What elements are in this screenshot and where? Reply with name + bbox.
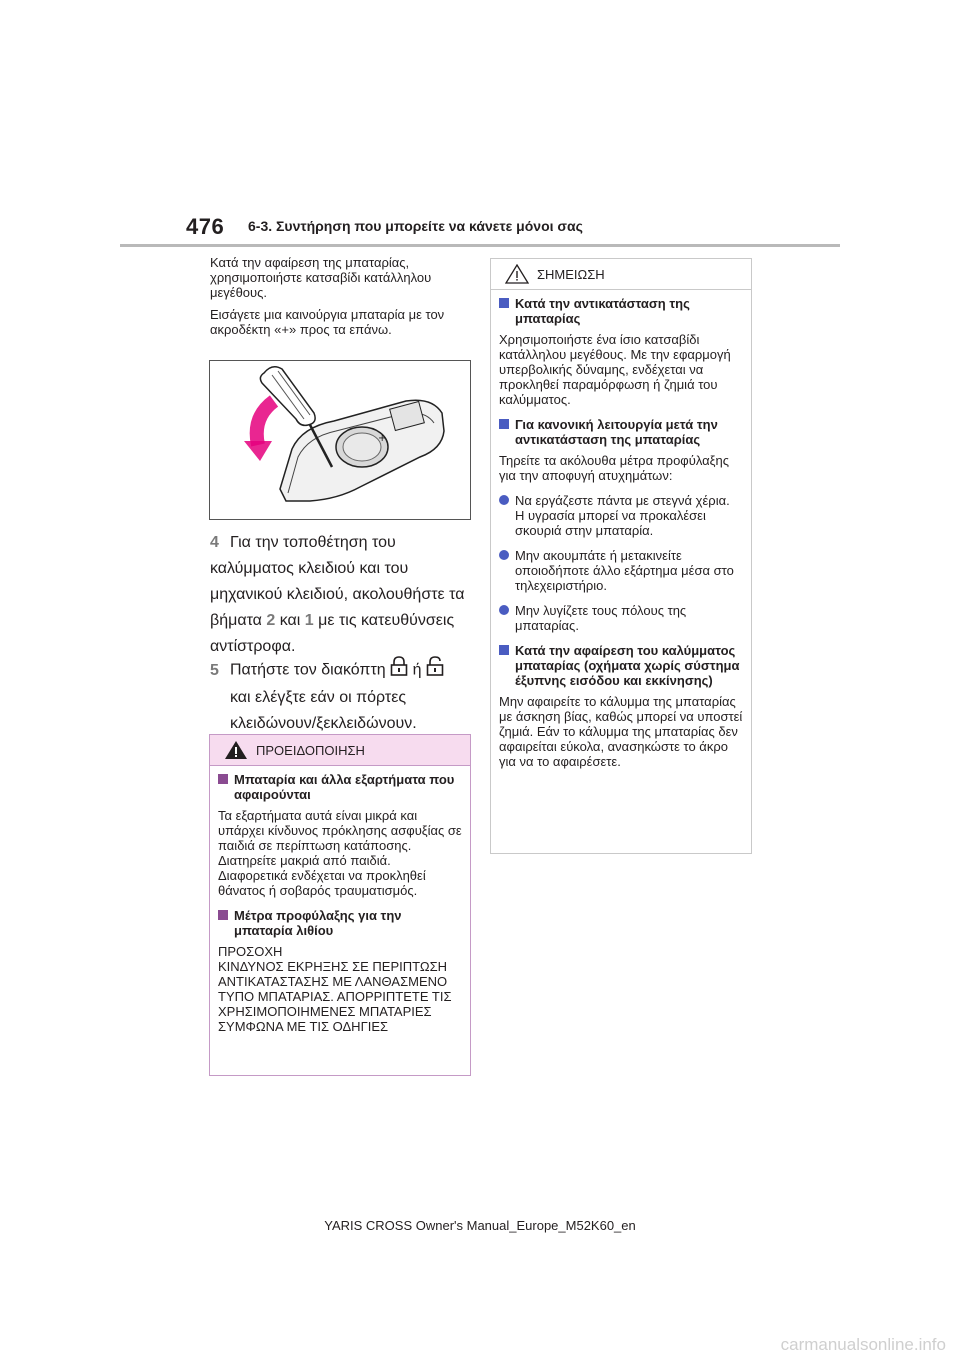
intro-text-1: Κατά την αφαίρεση της μπαταρίας, χρησιμοποιήστε κατσαβίδι κατάλληλου μεγέθους. (210, 255, 432, 300)
header-rule (120, 244, 840, 247)
step-4-number: 4 (210, 534, 219, 551)
notice-heading-3: Κατά την αφαίρεση του καλύμματος μπαταρίας (οχήματα χωρίς σύστημα έξυπνης εισόδου και εκκίνησης) (499, 643, 743, 688)
warning-text-1: Τα εξαρτήματα αυτά είναι μικρά και υπάρχει κίνδυνος πρόκλησης ασφυξίας σε παιδιά σε περίπτωση κατάποσης. Διατηρείτε μακριά από παιδιά. Διαφορετικά ενδέχεται να προκληθεί θάνατος ή σοβαρός τραυματισμός. (218, 808, 462, 898)
notice-triangle-icon (505, 264, 529, 284)
step-ref-1: 1 (304, 612, 314, 629)
notice-header (491, 259, 751, 290)
step-ref-2: 2 (266, 612, 276, 629)
svg-text:+: + (378, 433, 387, 444)
step-4-text-b: και (279, 612, 301, 629)
step-4-text-c: με τις κατευθύνσεις αντίστροφα. (210, 612, 455, 655)
warning-header (210, 735, 470, 766)
step-4-text-a: Για την τοποθέτηση του καλύμματος κλειδιού και του μηχανικού κλειδιού, ακολουθήστε τα βήματα (210, 534, 465, 629)
notice-bullet-1 (499, 493, 743, 538)
notice-bullet-1-a: Να εργάζεστε πάντα με στεγνά χέρια. (515, 493, 730, 508)
lock-icon (390, 656, 408, 685)
key-battery-illustration (209, 360, 471, 520)
section-title: 6-3. Συντήρηση που μπορείτε να κάνετε μόνοι σας (248, 218, 583, 234)
step-5-number: 5 (210, 661, 219, 679)
notice-heading-2: Για κανονική λειτουργία μετά την αντικατάσταση της μπαταρίας (499, 417, 743, 447)
warning-box (209, 734, 471, 1076)
notice-title: ΣΗΜΕΙΩΣΗ (537, 267, 605, 282)
notice-text-2: Τηρείτε τα ακόλουθα μέτρα προφύλαξης για την αποφυγή ατυχημάτων: (499, 453, 729, 483)
screwdriver-figure (210, 361, 470, 519)
footer-manual-id: YARIS CROSS Owner's Manual_Europe_M52K60_en (324, 1218, 636, 1233)
notice-box (490, 258, 752, 854)
step-5-text-a: Πατήστε τον διακόπτη (230, 661, 386, 679)
notice-bullet-2: Μην ακουμπάτε ή μετακινείτε οποιοδήποτε άλλο εξάρτημα μέσα στο τηλεχειριστήριο. (499, 548, 743, 593)
page-number: 476 (186, 214, 225, 239)
step-5 (210, 656, 480, 737)
watermark: carmanualsonline.info (780, 1335, 946, 1354)
step-5-or: ή (412, 661, 422, 679)
warning-text-2a: ΠΡΟΣΟΧΗ (218, 944, 283, 959)
unlock-icon (426, 656, 444, 685)
notice-heading-1: Κατά την αντικατάσταση της μπαταρίας (499, 296, 743, 326)
step-4 (210, 530, 480, 660)
notice-bullet-1-b: Η υγρασία μπορεί να προκαλέσει σκουριά στην μπαταρία. (515, 508, 706, 538)
intro-text-2: Εισάγετε μια καινούργια μπαταρία με τον ακροδέκτη «+» προς τα επάνω. (210, 307, 445, 337)
notice-bullet-3: Μην λυγίζετε τους πόλους της μπαταρίας. (499, 603, 743, 633)
warning-title: ΠΡΟΕΙΔΟΠΟΙΗΣΗ (256, 743, 365, 758)
step-5-text-b: και ελέγξτε εάν οι πόρτες κλειδώνουν/ξεκλειδώνουν. (230, 689, 417, 732)
warning-heading-2: Μέτρα προφύλαξης για την μπαταρία λιθίου (218, 908, 462, 938)
notice-text-3: Μην αφαιρείτε το κάλυμμα της μπαταρίας με άσκηση βίας, καθώς μπορεί να υποστεί ζημιά. Εάν το κάλυμμα της μπαταρίας δεν αφαιρείται εύκολα, ανασηκώστε το άκρο για να το αφαιρέσετε. (499, 694, 743, 769)
warning-heading-1: Μπαταρία και άλλα εξαρτήματα που αφαιρούνται (218, 772, 462, 802)
warning-text-2b: ΚΙΝΔΥΝΟΣ ΕΚΡΗΞΗΣ ΣΕ ΠΕΡΙΠΤΩΣΗ ΑΝΤΙΚΑΤΑΣΤΑΣΗΣ ΜΕ ΛΑΝΘΑΣΜΕΝΟ ΤΥΠΟ ΜΠΑΤΑΡΙΑΣ. ΑΠΟΡΡΙΠΤΕΤΕ ΤΙΣ ΧΡΗΣΙΜΟΠΟΙΗΜΕΝΕΣ ΜΠΑΤΑΡΙΕΣ ΣΥΜΦΩΝΑ ΜΕ ΤΙΣ ΟΔΗΓΙΕΣ (218, 959, 452, 1034)
notice-text-1: Χρησιμοποιήστε ένα ίσιο κατσαβίδι κατάλληλου μεγέθους. Με την εφαρμογή υπερβολικής δύναμης, ενδέχεται να προκληθεί παραμόρφωση ή ζημιά του καλύμματος. (499, 332, 731, 407)
warning-triangle-icon (224, 740, 248, 760)
